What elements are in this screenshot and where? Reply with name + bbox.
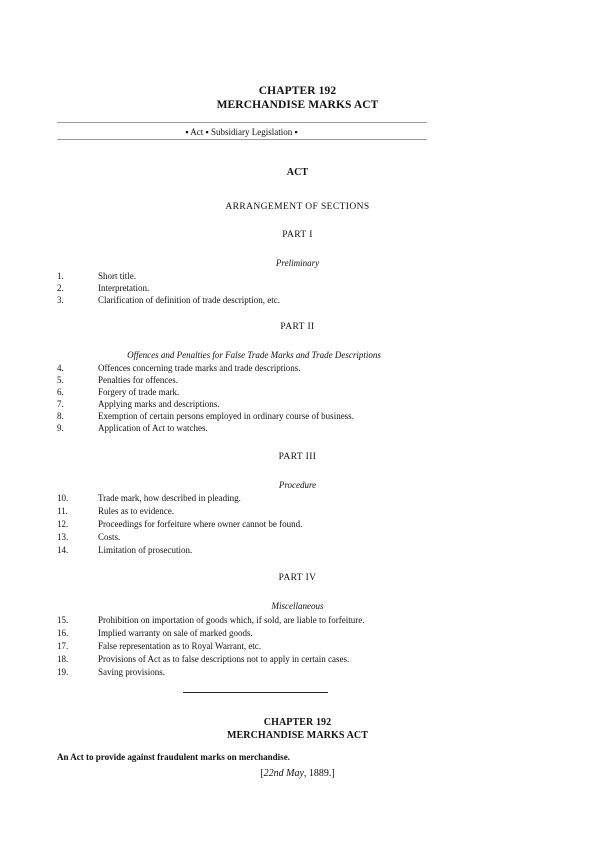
section-title: Penalties for offences. xyxy=(98,375,179,385)
part-heading: Offences and Penalties for False Trade Marks and Trade Descriptions xyxy=(127,350,381,360)
section-title: Applying marks and descriptions. xyxy=(98,399,220,409)
section-number: 17. xyxy=(57,641,69,651)
section-title: Saving provisions. xyxy=(98,667,166,677)
section-number: 18. xyxy=(57,654,69,664)
section-title: Implied warranty on sale of marked goods. xyxy=(98,628,253,638)
section-title: Short title. xyxy=(98,271,136,281)
section-number: 13. xyxy=(57,532,69,542)
section-title: Costs. xyxy=(98,532,121,542)
date-day-month: 22nd May xyxy=(263,768,304,779)
section-divider xyxy=(183,692,328,693)
part-heading: Procedure xyxy=(278,480,317,490)
body-chapter-heading: CHAPTER 192 xyxy=(263,717,332,728)
section-number: 2. xyxy=(57,283,64,293)
act-title: MERCHANDISE MARKS ACT xyxy=(216,99,379,111)
section-number: 15. xyxy=(57,615,69,625)
section-number: 19. xyxy=(57,667,69,677)
section-title: Forgery of trade mark. xyxy=(98,387,180,397)
section-number: 5. xyxy=(57,375,64,385)
part-label: PART III xyxy=(278,452,317,462)
divider-top xyxy=(57,122,427,123)
chapter-heading: CHAPTER 192 xyxy=(258,85,337,97)
section-number: 9. xyxy=(57,423,64,433)
long-title: An Act to provide against fraudulent marks on merchandise. xyxy=(57,752,290,762)
part-label: PART II xyxy=(280,322,315,332)
section-number: 8. xyxy=(57,411,64,421)
date-open-bracket: [ xyxy=(260,768,264,779)
part-heading: Miscellaneous xyxy=(271,601,324,611)
document-nav[interactable]: ▪ Act ▪ Subsidiary Legislation ▪ xyxy=(185,127,298,137)
section-number: 4. xyxy=(57,363,64,373)
act-label: ACT xyxy=(286,167,309,178)
section-number: 7. xyxy=(57,399,64,409)
section-title: Clarification of definition of trade description, etc. xyxy=(98,295,280,305)
section-title: Rules as to evidence. xyxy=(98,506,174,516)
section-title: Application of Act to watches. xyxy=(98,423,208,433)
section-number: 14. xyxy=(57,545,69,555)
part-label: PART I xyxy=(282,230,313,240)
section-number: 6. xyxy=(57,387,64,397)
section-number: 12. xyxy=(57,519,69,529)
part-heading: Preliminary xyxy=(275,258,320,268)
section-title: Trade mark, how described in pleading. xyxy=(98,493,241,503)
section-number: 16. xyxy=(57,628,69,638)
section-title: False representation as to Royal Warrant, etc. xyxy=(98,641,262,651)
section-number: 3. xyxy=(57,295,64,305)
section-title: Limitation of prosecution. xyxy=(98,545,193,555)
section-number: 11. xyxy=(57,506,68,516)
arrangement-heading: ARRANGEMENT OF SECTIONS xyxy=(225,202,370,212)
section-number: 10. xyxy=(57,493,69,503)
section-number: 1. xyxy=(57,271,64,281)
section-title: Offences concerning trade marks and trade descriptions. xyxy=(98,363,301,373)
date-year: , 1889.] xyxy=(303,768,335,779)
section-title: Interpretation. xyxy=(98,283,150,293)
section-title: Proceedings for forfeiture where owner cannot be found. xyxy=(98,519,303,529)
section-title: Prohibition on importation of goods which, if sold, are liable to forfeiture. xyxy=(98,615,365,625)
divider-bottom xyxy=(57,139,427,140)
part-label: PART IV xyxy=(278,573,317,583)
section-title: Provisions of Act as to false descriptions not to apply in certain cases. xyxy=(98,654,350,664)
body-act-title: MERCHANDISE MARKS ACT xyxy=(226,730,368,741)
enactment-date xyxy=(0,768,595,779)
section-title: Exemption of certain persons employed in ordinary course of business. xyxy=(98,411,354,421)
